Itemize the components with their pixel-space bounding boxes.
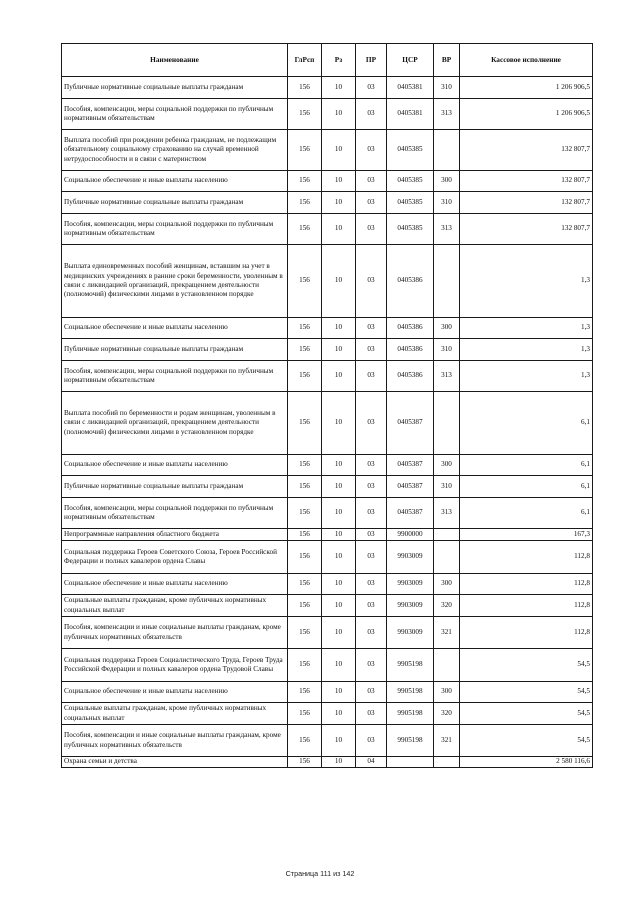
header-csr: ЦСР (387, 44, 434, 77)
cell-csr: 0405381 (387, 77, 434, 99)
cell-name: Социальное обеспечение и иные выплаты населению (62, 455, 288, 476)
header-pr: ПР (356, 44, 387, 77)
table-row (62, 476, 593, 498)
table-row (62, 130, 593, 171)
cell-vr (434, 649, 460, 682)
cell-rz: 10 (322, 725, 356, 757)
cell-amount: 167,3 (460, 529, 593, 541)
cell-pr: 03 (356, 99, 387, 130)
cell-rz: 10 (322, 682, 356, 703)
cell-glrsp: 156 (288, 214, 322, 245)
cell-vr: 313 (434, 214, 460, 245)
cell-vr (434, 130, 460, 171)
cell-rz: 10 (322, 529, 356, 541)
cell-vr: 313 (434, 99, 460, 130)
header-amount: Кассовое исполнение (460, 44, 593, 77)
cell-rz: 10 (322, 476, 356, 498)
cell-pr: 03 (356, 214, 387, 245)
cell-glrsp: 156 (288, 318, 322, 339)
cell-amount: 6,1 (460, 498, 593, 529)
table-row (62, 725, 593, 757)
cell-name: Социальная поддержка Героев Социалистического Труда, Героев Труда Российской Федерации и полных кавалеров ордена Трудовой Славы (62, 649, 288, 682)
cell-vr: 300 (434, 455, 460, 476)
cell-glrsp: 156 (288, 455, 322, 476)
cell-vr (434, 392, 460, 455)
cell-vr: 321 (434, 617, 460, 649)
cell-amount: 132 807,7 (460, 214, 593, 245)
cell-pr: 03 (356, 171, 387, 192)
cell-name: Пособия, компенсации, меры социальной поддержки по публичным нормативным обязательствам (62, 361, 288, 392)
cell-glrsp: 156 (288, 703, 322, 725)
cell-csr: 9905198 (387, 703, 434, 725)
cell-name: Пособия, компенсации, меры социальной поддержки по публичным нормативным обязательствам (62, 498, 288, 529)
cell-glrsp: 156 (288, 649, 322, 682)
cell-amount: 1,3 (460, 245, 593, 318)
header-glrsp: ГлРсп (288, 44, 322, 77)
cell-name: Пособия, компенсации и иные социальные выплаты гражданам, кроме публичных нормативных обязательств (62, 617, 288, 649)
cell-glrsp: 156 (288, 339, 322, 361)
cell-amount: 1,3 (460, 318, 593, 339)
cell-rz: 10 (322, 192, 356, 214)
cell-glrsp: 156 (288, 476, 322, 498)
cell-amount: 1,3 (460, 361, 593, 392)
cell-pr: 03 (356, 339, 387, 361)
cell-vr: 310 (434, 192, 460, 214)
cell-glrsp: 156 (288, 245, 322, 318)
cell-vr: 313 (434, 498, 460, 529)
table-row (62, 77, 593, 99)
cell-glrsp: 156 (288, 498, 322, 529)
cell-name: Социальное обеспечение и иные выплаты населению (62, 318, 288, 339)
cell-rz: 10 (322, 574, 356, 595)
cell-pr: 03 (356, 476, 387, 498)
table-row (62, 214, 593, 245)
cell-vr: 300 (434, 318, 460, 339)
cell-rz: 10 (322, 595, 356, 617)
cell-csr: 0405386 (387, 245, 434, 318)
cell-pr: 03 (356, 77, 387, 99)
cell-amount: 54,5 (460, 682, 593, 703)
cell-pr: 03 (356, 361, 387, 392)
table-row (62, 392, 593, 455)
cell-glrsp: 156 (288, 617, 322, 649)
cell-vr: 300 (434, 682, 460, 703)
cell-vr: 310 (434, 339, 460, 361)
cell-amount: 6,1 (460, 476, 593, 498)
table-body (62, 77, 593, 768)
cell-vr (434, 529, 460, 541)
cell-csr: 9903009 (387, 541, 434, 574)
cell-amount: 2 580 116,6 (460, 757, 593, 768)
cell-name: Социальное обеспечение и иные выплаты населению (62, 574, 288, 595)
cell-amount: 54,5 (460, 703, 593, 725)
cell-pr: 03 (356, 617, 387, 649)
cell-rz: 10 (322, 214, 356, 245)
cell-pr: 03 (356, 392, 387, 455)
cell-name: Социальная поддержка Героев Советского Союза, Героев Российской Федерации и полных кавалеров ордена Славы (62, 541, 288, 574)
cell-name: Социальное обеспечение и иные выплаты населению (62, 171, 288, 192)
table-row (62, 498, 593, 529)
cell-amount: 112,8 (460, 574, 593, 595)
table-row (62, 703, 593, 725)
table-row (62, 245, 593, 318)
cell-name: Пособия, компенсации и иные социальные выплаты гражданам, кроме публичных нормативных обязательств (62, 725, 288, 757)
cell-csr: 0405381 (387, 99, 434, 130)
header-rz: Рз (322, 44, 356, 77)
cell-vr: 310 (434, 77, 460, 99)
cell-amount: 112,8 (460, 617, 593, 649)
cell-csr: 0405385 (387, 192, 434, 214)
cell-pr: 03 (356, 455, 387, 476)
cell-rz: 10 (322, 171, 356, 192)
cell-rz: 10 (322, 99, 356, 130)
table-row (62, 574, 593, 595)
cell-vr: 320 (434, 703, 460, 725)
cell-glrsp: 156 (288, 77, 322, 99)
cell-pr: 03 (356, 245, 387, 318)
cell-amount: 132 807,7 (460, 130, 593, 171)
cell-pr: 03 (356, 682, 387, 703)
cell-csr: 9903009 (387, 617, 434, 649)
cell-pr: 03 (356, 130, 387, 171)
cell-csr: 0405386 (387, 361, 434, 392)
cell-vr: 313 (434, 361, 460, 392)
table-row (62, 318, 593, 339)
cell-vr: 321 (434, 725, 460, 757)
cell-glrsp: 156 (288, 529, 322, 541)
cell-rz: 10 (322, 455, 356, 476)
cell-rz: 10 (322, 649, 356, 682)
cell-glrsp: 156 (288, 171, 322, 192)
cell-name: Выплата пособий при рождении ребенка гражданам, не подлежащим обязательному социальному страхованию на случай временной нетрудоспособности и в связи с материнством (62, 130, 288, 171)
cell-rz: 10 (322, 77, 356, 99)
cell-name: Выплата единовременных пособий женщинам, вставшим на учет в медицинских учреждениях в ранние сроки беременности, уволенным в связи с ликвидацией организаций, прекращением деятельности (полномочий) физическими лицами в установленном порядке (62, 245, 288, 318)
table-row (62, 99, 593, 130)
cell-name: Выплата пособий по беременности и родам женщинам, уволенным в связи с ликвидацией организаций, прекращением деятельности (полномочий) физическими лицами в установленном порядке (62, 392, 288, 455)
cell-csr: 0405385 (387, 130, 434, 171)
cell-rz: 10 (322, 498, 356, 529)
cell-amount: 1 206 906,5 (460, 99, 593, 130)
cell-pr: 04 (356, 757, 387, 768)
cell-glrsp: 156 (288, 392, 322, 455)
table-row (62, 171, 593, 192)
cell-glrsp: 156 (288, 757, 322, 768)
table-row (62, 455, 593, 476)
cell-glrsp: 156 (288, 682, 322, 703)
cell-vr (434, 757, 460, 768)
cell-vr: 320 (434, 595, 460, 617)
cell-glrsp: 156 (288, 574, 322, 595)
cell-rz: 10 (322, 617, 356, 649)
cell-csr: 0405387 (387, 392, 434, 455)
cell-name: Социальные выплаты гражданам, кроме публичных нормативных социальных выплат (62, 595, 288, 617)
table-row (62, 361, 593, 392)
cell-csr: 9905198 (387, 725, 434, 757)
cell-csr: 0405387 (387, 476, 434, 498)
cell-name: Социальные выплаты гражданам, кроме публичных нормативных социальных выплат (62, 703, 288, 725)
table-row (62, 192, 593, 214)
cell-glrsp: 156 (288, 130, 322, 171)
cell-rz: 10 (322, 757, 356, 768)
cell-csr: 0405385 (387, 214, 434, 245)
cell-pr: 03 (356, 725, 387, 757)
cell-pr: 03 (356, 595, 387, 617)
cell-rz: 10 (322, 703, 356, 725)
table-row (62, 339, 593, 361)
table-row (62, 617, 593, 649)
page-number: Страница 111 из 142 (285, 869, 355, 878)
table-row (62, 757, 593, 768)
cell-pr: 03 (356, 529, 387, 541)
cell-amount: 1 206 906,5 (460, 77, 593, 99)
cell-csr: 9900000 (387, 529, 434, 541)
cell-glrsp: 156 (288, 192, 322, 214)
cell-pr: 03 (356, 574, 387, 595)
cell-csr (387, 757, 434, 768)
cell-vr (434, 541, 460, 574)
table-row (62, 529, 593, 541)
cell-amount: 6,1 (460, 392, 593, 455)
cell-csr: 9905198 (387, 682, 434, 703)
cell-pr: 03 (356, 192, 387, 214)
cell-pr: 03 (356, 498, 387, 529)
header-vr: ВР (434, 44, 460, 77)
cell-name: Социальное обеспечение и иные выплаты населению (62, 682, 288, 703)
table-row (62, 541, 593, 574)
cell-glrsp: 156 (288, 595, 322, 617)
cell-name: Охрана семьи и детства (62, 757, 288, 768)
cell-glrsp: 156 (288, 541, 322, 574)
cell-name: Непрограммные направления областного бюджета (62, 529, 288, 541)
table-row (62, 682, 593, 703)
cell-rz: 10 (322, 541, 356, 574)
cell-vr: 300 (434, 171, 460, 192)
cell-csr: 9903009 (387, 574, 434, 595)
cell-amount: 112,8 (460, 595, 593, 617)
budget-table (61, 43, 593, 768)
cell-rz: 10 (322, 361, 356, 392)
cell-glrsp: 156 (288, 99, 322, 130)
cell-csr: 0405385 (387, 171, 434, 192)
cell-csr: 0405386 (387, 318, 434, 339)
cell-csr: 0405387 (387, 455, 434, 476)
cell-vr: 300 (434, 574, 460, 595)
cell-rz: 10 (322, 318, 356, 339)
table-row (62, 649, 593, 682)
cell-csr: 9903009 (387, 595, 434, 617)
cell-amount: 132 807,7 (460, 192, 593, 214)
cell-name: Публичные нормативные социальные выплаты гражданам (62, 77, 288, 99)
cell-glrsp: 156 (288, 725, 322, 757)
cell-amount: 1,3 (460, 339, 593, 361)
cell-amount: 132 807,7 (460, 171, 593, 192)
cell-rz: 10 (322, 130, 356, 171)
cell-amount: 112,8 (460, 541, 593, 574)
header-name: Наименование (62, 44, 288, 77)
cell-name: Публичные нормативные социальные выплаты гражданам (62, 339, 288, 361)
cell-name: Публичные нормативные социальные выплаты гражданам (62, 476, 288, 498)
cell-csr: 9905198 (387, 649, 434, 682)
cell-name: Публичные нормативные социальные выплаты гражданам (62, 192, 288, 214)
cell-name: Пособия, компенсации, меры социальной поддержки по публичным нормативным обязательствам (62, 99, 288, 130)
cell-amount: 54,5 (460, 725, 593, 757)
table-row (62, 595, 593, 617)
cell-amount: 54,5 (460, 649, 593, 682)
cell-rz: 10 (322, 392, 356, 455)
cell-amount: 6,1 (460, 455, 593, 476)
cell-rz: 10 (322, 245, 356, 318)
header-row (62, 44, 593, 77)
cell-glrsp: 156 (288, 361, 322, 392)
cell-name: Пособия, компенсации, меры социальной поддержки по публичным нормативным обязательствам (62, 214, 288, 245)
cell-rz: 10 (322, 339, 356, 361)
cell-pr: 03 (356, 703, 387, 725)
cell-vr: 310 (434, 476, 460, 498)
cell-vr (434, 245, 460, 318)
cell-pr: 03 (356, 318, 387, 339)
cell-pr: 03 (356, 541, 387, 574)
cell-csr: 0405387 (387, 498, 434, 529)
cell-pr: 03 (356, 649, 387, 682)
cell-csr: 0405386 (387, 339, 434, 361)
